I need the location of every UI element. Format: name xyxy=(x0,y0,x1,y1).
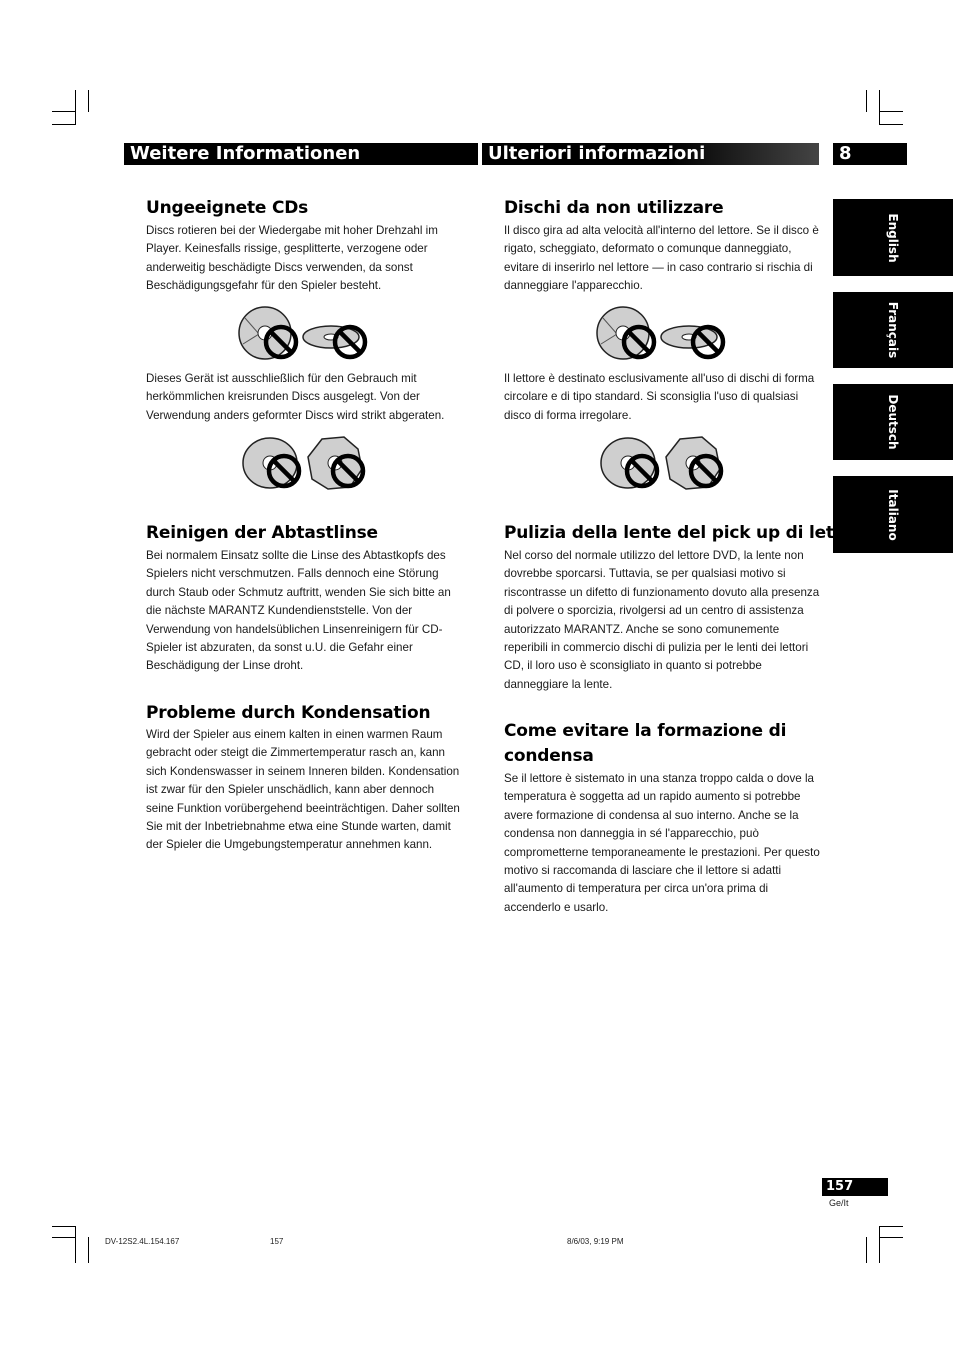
crop-mark xyxy=(879,90,880,124)
header-right-title: Ulteriori informazioni xyxy=(488,143,706,164)
footer-page: 157 xyxy=(270,1237,284,1246)
de-heading-lens-cleaning: Reinigen der Abtastlinse xyxy=(146,523,378,543)
it-paragraph: Il lettore è destinato esclusivamente all'uso di dischi di forma circolare e di tipo standard. Si sconsiglia l'uso di qualsiasi disco di forma irregolare. xyxy=(504,372,815,422)
crop-mark xyxy=(866,90,867,112)
damaged-disc-illustration xyxy=(237,304,373,362)
crop-mark xyxy=(88,90,89,112)
crop-mark xyxy=(879,124,903,125)
page-number-box xyxy=(822,1178,888,1196)
crop-mark xyxy=(52,1237,76,1238)
crop-mark xyxy=(879,1237,903,1238)
tab-deutsch-label: Deutsch xyxy=(886,394,900,450)
chapter-box xyxy=(833,143,907,165)
crop-mark xyxy=(879,1226,903,1227)
de-paragraph: Discs rotieren bei der Wiedergabe mit hoher Drehzahl im Player. Keinesfalls rissige, gesplitterte, verzogene oder anderweitig beschädigte Discs verwenden, da sonst Beschädigungsgefahr für den Spieler besteht. xyxy=(146,224,438,293)
crop-mark xyxy=(52,111,76,112)
de-paragraph: Dieses Gerät ist ausschließlich für den Gebrauch mit herkömmlichen kreisrunden Discs ausgelegt. Von der Verwendung anders geformter Discs wird strikt abgeraten. xyxy=(146,372,445,422)
it-heading-condensation: Come evitare la formazione di condensa xyxy=(504,721,787,766)
it-paragraph: Il disco gira ad alta velocità all'interno del lettore. Se il disco è rigato, scheggiato, deformato o comunque danneggiato, evitare di inserirlo nel lettore — in caso contrario si rischia di danneggiare l'apparecchio. xyxy=(504,224,819,293)
tab-english-label: English xyxy=(886,212,900,263)
crop-mark xyxy=(88,1237,89,1263)
de-paragraph: Bei normalem Einsatz sollte die Linse des Abtastkopfs des Spielers nicht verschmutzen. Falls dennoch eine Störung durch Staub oder Schmutz auftritt, wenden Sie sich bitte an die nächste MARANTZ Kundendienststelle. Von der Verwendung von handelsüblichen Linsenreinigern für CD-Spieler ist abzuraten, da sonst u.U. die Gefahr einer Beschädigung der Linse droht. xyxy=(146,549,451,673)
de-heading-unsuitable-cds: Ungeeignete CDs xyxy=(146,198,309,218)
chapter-number: 8 xyxy=(839,143,852,164)
tab-italiano-label: Italiano xyxy=(886,488,900,541)
it-paragraph: Se il lettore è sistemato in una stanza troppo calda o dove la temperatura è soggetta ad un rapido aumento si potrebbe avere formazione di condensa al suo interno. Anche se la condensa non danneggia in sé l'apparecchio, può comprometterne temporaneamente le prestazioni. Per questo motivo si raccomanda di lasciare che il lettore si adatti all'aumento di temperatura per circa un'ora prima di accenderlo e usarlo. xyxy=(504,772,820,914)
crop-mark xyxy=(866,1237,867,1263)
tab-francais-label: Français xyxy=(886,301,900,359)
header-left-bar xyxy=(124,143,478,165)
crop-mark xyxy=(52,124,76,125)
crop-mark xyxy=(75,90,76,124)
page-number: 157 xyxy=(826,1179,854,1194)
footer-date: 8/6/03, 9:19 PM xyxy=(567,1237,624,1246)
damaged-disc-illustration xyxy=(595,304,731,362)
crop-mark xyxy=(879,111,903,112)
irregular-disc-illustration xyxy=(240,435,370,493)
footer-file: DV-12S2.4L.154.167 xyxy=(105,1237,180,1246)
de-heading-condensation: Probleme durch Kondensation xyxy=(146,703,431,723)
header-left-title: Weitere Informationen xyxy=(130,143,361,164)
crop-mark xyxy=(75,1226,76,1263)
it-heading-lens-cleaning: Pulizia della lente del pick up di lettura xyxy=(504,523,874,543)
de-paragraph: Wird der Spieler aus einem kalten in einen warmen Raum gebracht oder steigt die Zimmertemperatur rasch an, kann sich Kondenswasser in seinem Inneren bilden. Kondensation ist zwar für den Spieler unschädlich, kann aber dennoch seine Funktion vorübergehend beeinträchtigen. Daher sollten Sie mit der Inbetriebnahme etwa eine Stunde warten, damit der Spieler die Umgebungstemperatur annehmen kann. xyxy=(146,728,460,852)
it-heading-unsuitable-discs: Dischi da non utilizzare xyxy=(504,198,724,218)
it-paragraph: Nel corso del normale utilizzo del lettore DVD, la lente non dovrebbe sporcarsi. Tuttavia, se per qualsiasi motivo si riscontrasse un difetto di funzionamento dovuto alla presenza di polvere o sporcizia, rivolgersi ad un centro di assistenza autorizzato MARANTZ. Anche se sono comunemente reperibili in commercio dischi di pulizia per le lenti dei lettori CD, il loro uso è sconsigliato in quanto si potrebbe danneggiare la lente. xyxy=(504,549,820,691)
crop-mark xyxy=(52,1226,76,1227)
tab-deutsch[interactable] xyxy=(833,384,953,460)
tab-english[interactable] xyxy=(833,199,953,276)
tab-francais[interactable] xyxy=(833,292,953,368)
crop-mark xyxy=(879,1226,880,1263)
irregular-disc-illustration xyxy=(598,435,728,493)
header-right-title-box xyxy=(482,143,819,165)
language-code: Ge/It xyxy=(829,1198,849,1208)
